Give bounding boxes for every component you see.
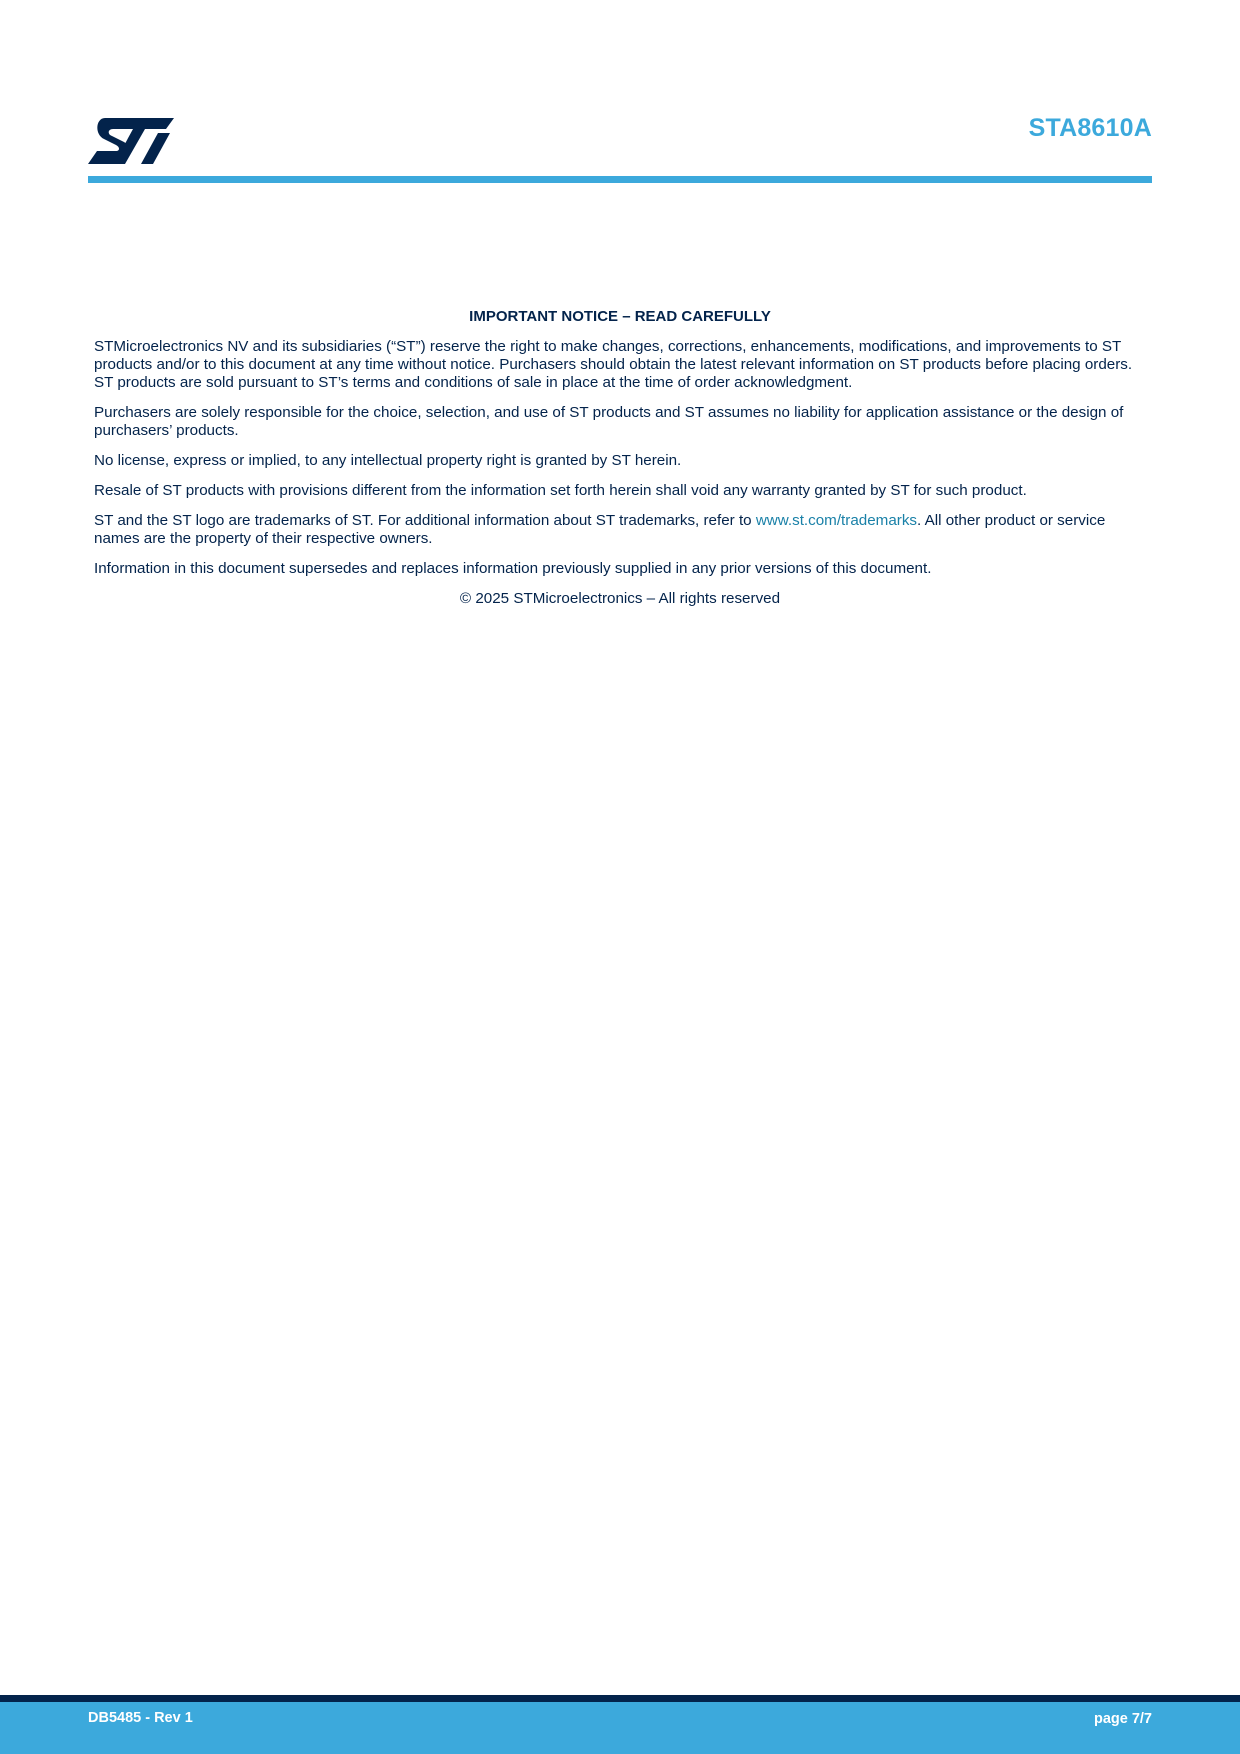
st-logo [88,118,174,166]
trademarks-link[interactable]: www.st.com/trademarks [755,512,918,529]
trademarks-text-start: ST and the ST logo are trademarks of ST. For additional information about ST trademarks, refer to [94,512,756,529]
header-divider [88,176,1152,183]
copyright-line: © 2025 STMicroelectronics – All rights reserved [459,590,781,607]
notice-paragraph-changes: STMicroelectronics NV and its subsidiaries (“ST”) reserve the right to make changes, corrections, enhancements, modifications, and improvements to ST products and/or to this document at any time without notice. Purchasers should obtain the latest relevant information on ST products before placing orders. ST products are sold pursuant to ST’s terms and conditions of sale in place at the time of order acknowledgment. [94,338,1133,391]
notice-paragraph-trademarks [94,512,1146,548]
notice-paragraph-responsibility: Purchasers are solely responsible for the choice, selection, and use of ST products and ST assumes no liability for application assistance or the design of purchasers’ products. [94,404,1124,439]
notice-paragraph-supersedes: Information in this document supersedes and replaces information previously supplied in any prior versions of this document. [94,560,932,577]
page-number: page 7/7 [1093,1711,1152,1727]
important-notice [94,308,1146,620]
page-header [88,110,1152,184]
notice-paragraph-license: No license, express or implied, to any intellectual property right is granted by ST herein. [94,452,682,469]
document-title: STA8610A [1028,114,1152,142]
document-revision: DB5485 - Rev 1 [88,1710,193,1726]
page-footer [0,1702,1240,1754]
notice-paragraph-resale: Resale of ST products with provisions different from the information set forth herein shall void any warranty granted by ST for such product. [94,482,1027,499]
trademarks-text-end: . All other product or service names are the property of their respective owners. [94,512,1106,547]
notice-title: IMPORTANT NOTICE – READ CAREFULLY [469,308,771,325]
footer-divider [0,1695,1240,1702]
